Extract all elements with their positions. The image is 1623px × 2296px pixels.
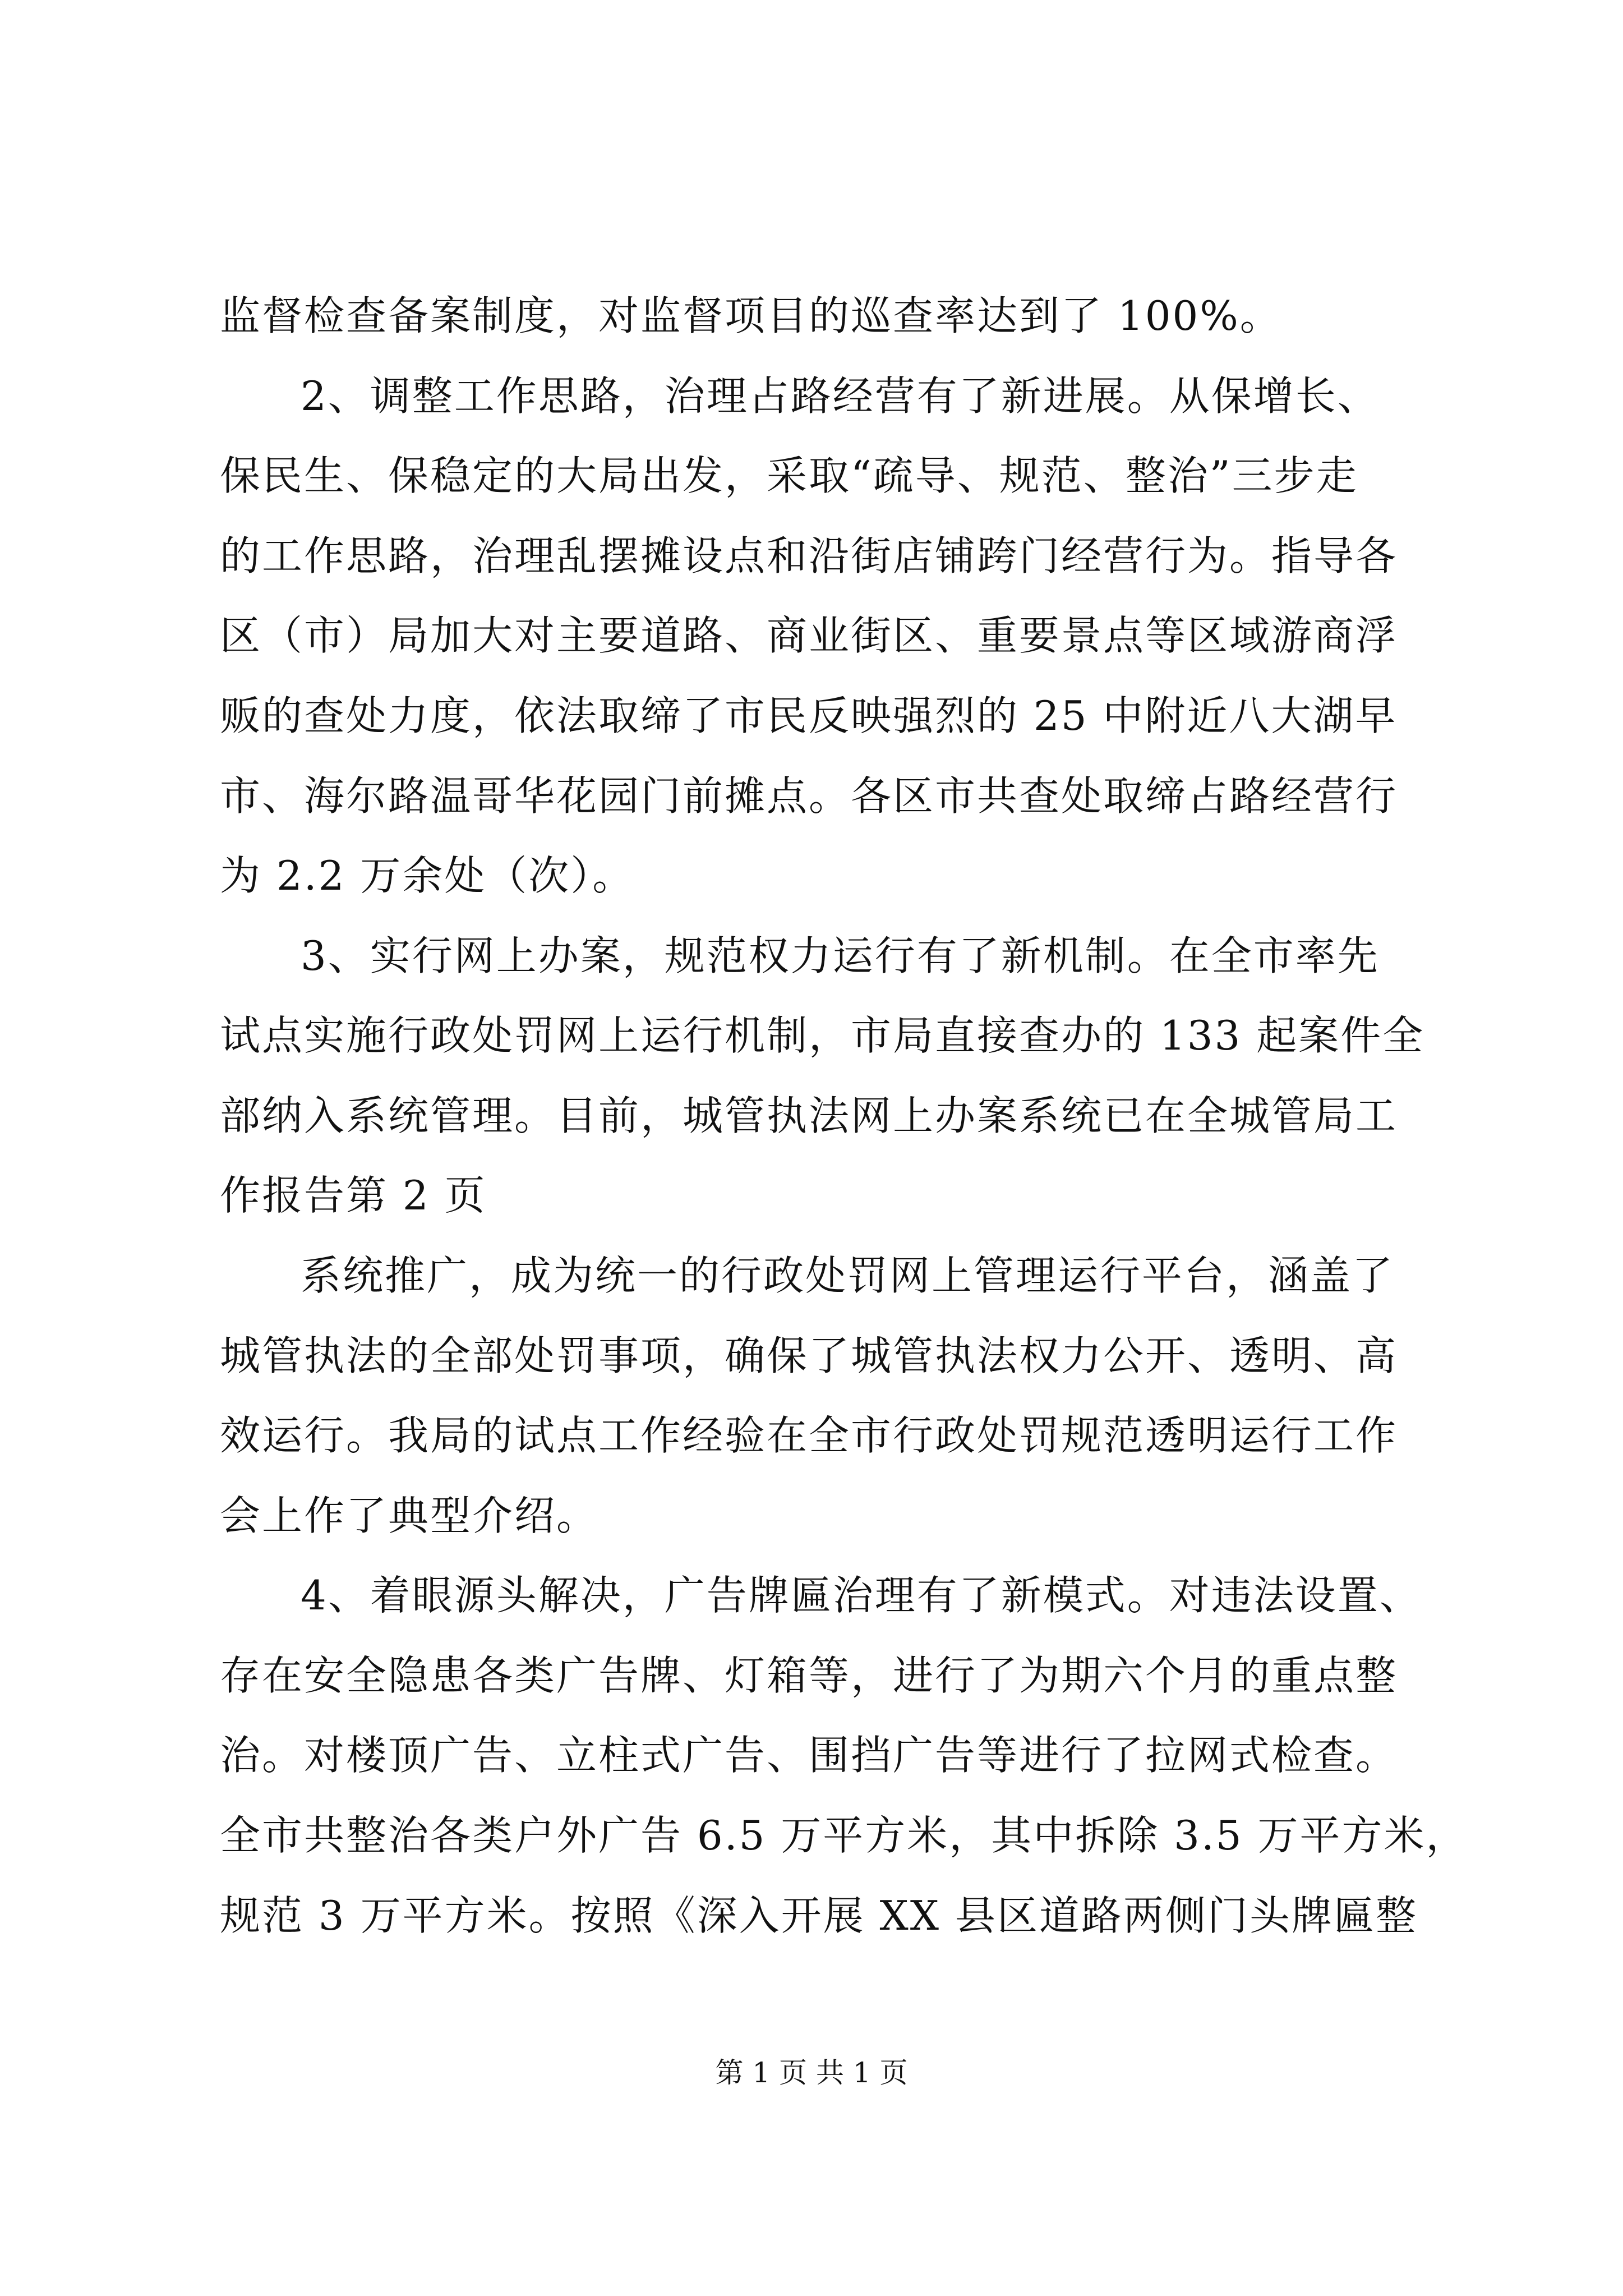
- body-line: 全市共整治各类户外广告 6.5 万平方米，其中拆除 3.5 万平方米，: [220, 1812, 1468, 1859]
- body-line: 保民生、保稳定的大局出发，采取“疏导、规范、整治”三步走: [220, 452, 1358, 499]
- paragraph-start-line: 系统推广，成为统一的行政处罚网上管理运行平台，涵盖了: [301, 1252, 1395, 1299]
- body-line: 治。对楼顶广告、立柱式广告、围挡广告等进行了拉网式检查。: [220, 1732, 1398, 1779]
- body-line: 市、海尔路温哥华花园门前摊点。各区市共查处取缔占路经营行: [220, 772, 1398, 820]
- paragraph-start-line: 3、实行网上办案，规范权力运行有了新机制。在全市率先: [301, 932, 1380, 979]
- body-line: 会上作了典型介绍。: [220, 1492, 599, 1539]
- body-line: 区（市）局加大对主要道路、商业街区、重要景点等区域游商浮: [220, 612, 1398, 659]
- body-line: 为 2.2 万余处（次）。: [220, 852, 635, 899]
- body-line: 监督检查备案制度，对监督项目的巡查率达到了 100%。: [220, 292, 1282, 339]
- body-line: 试点实施行政处罚网上运行机制，市局直接查办的 133 起案件全: [220, 1012, 1425, 1059]
- body-line: 规范 3 万平方米。按照《深入开展 XX 县区道路两侧门头牌匾整: [220, 1892, 1418, 1939]
- body-line: 的工作思路，治理乱摆摊设点和沿街店铺跨门经营行为。指导各: [220, 532, 1398, 579]
- body-line: 效运行。我局的试点工作经验在全市行政处罚规范透明运行工作: [220, 1412, 1398, 1459]
- body-line: 贩的查处力度，依法取缔了市民反映强烈的 25 中附近八大湖早: [220, 692, 1398, 739]
- paragraph-start-line: 4、着眼源头解决，广告牌匾治理有了新模式。对违法设置、: [301, 1572, 1422, 1619]
- paragraph-start-line: 2、调整工作思路，治理占路经营有了新进展。从保增长、: [301, 372, 1380, 420]
- body-line: 部纳入系统管理。目前，城管执法网上办案系统已在全城管局工: [220, 1092, 1398, 1139]
- page-footer: 第 1 页 共 1 页: [715, 2056, 908, 2089]
- body-line: 存在安全隐患各类广告牌、灯箱等，进行了为期六个月的重点整: [220, 1652, 1398, 1699]
- body-line: 作报告第 2 页: [220, 1172, 487, 1219]
- body-line: 城管执法的全部处罚事项，确保了城管执法权力公开、透明、高: [220, 1332, 1398, 1379]
